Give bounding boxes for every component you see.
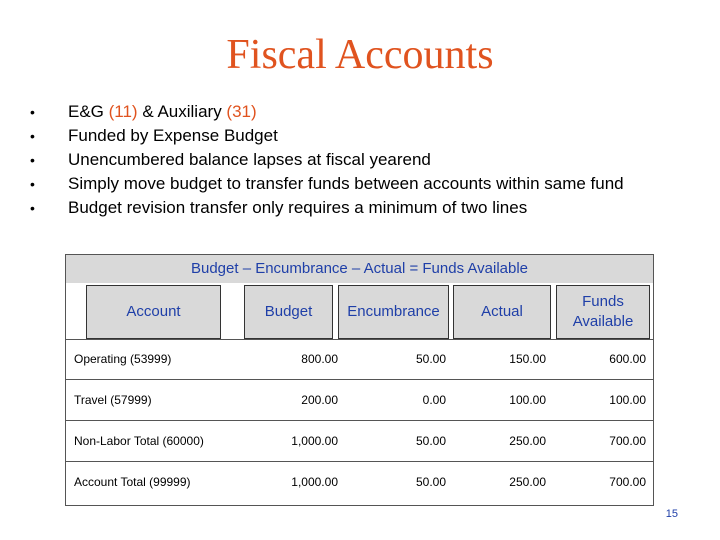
bullet-item bbox=[30, 100, 624, 124]
cell-funds-available: 700.00 bbox=[609, 475, 646, 489]
cell-actual: 250.00 bbox=[509, 434, 546, 448]
bullet-dot-icon: • bbox=[30, 104, 35, 120]
cell-encumbrance: 50.00 bbox=[415, 352, 446, 366]
header-encumbrance: Encumbrance bbox=[338, 285, 449, 339]
cell-funds-available: 100.00 bbox=[609, 393, 646, 407]
header-budget: Budget bbox=[244, 285, 333, 339]
bullet-item bbox=[30, 148, 624, 172]
bullet-text: Simply move budget to transfer funds between accounts within same fund bbox=[68, 174, 624, 193]
cell-budget: 800.00 bbox=[301, 352, 338, 366]
cell-actual: 150.00 bbox=[509, 352, 546, 366]
cell-funds-available: 700.00 bbox=[609, 434, 646, 448]
bullet-text: Funded by Expense Budget bbox=[68, 126, 278, 145]
page-number: 15 bbox=[665, 508, 678, 520]
cell-budget: 200.00 bbox=[301, 393, 338, 407]
header-actual: Actual bbox=[453, 285, 551, 339]
bullet-item bbox=[30, 196, 624, 220]
cell-funds-available: 600.00 bbox=[609, 352, 646, 366]
cell-encumbrance: 0.00 bbox=[422, 393, 446, 407]
cell-actual: 100.00 bbox=[509, 393, 546, 407]
slide-title: Fiscal Accounts bbox=[226, 32, 494, 78]
cell-budget: 1,000.00 bbox=[291, 434, 338, 448]
cell-encumbrance: 50.00 bbox=[415, 475, 446, 489]
bullet-text: Unencumbered balance lapses at fiscal yearend bbox=[68, 150, 431, 169]
bullet-dot-icon: • bbox=[30, 152, 35, 168]
cell-account: Travel (57999) bbox=[74, 393, 152, 407]
cell-actual: 250.00 bbox=[509, 475, 546, 489]
header-account: Account bbox=[86, 285, 221, 339]
cell-account: Operating (53999) bbox=[74, 352, 172, 366]
cell-budget: 1,000.00 bbox=[291, 475, 338, 489]
bullet-list bbox=[30, 100, 624, 220]
bullet-item bbox=[30, 172, 624, 196]
funds-table bbox=[65, 254, 654, 506]
bullet-dot-icon: • bbox=[30, 200, 35, 216]
bullet-text: E&G (11) & Auxiliary (31) bbox=[68, 102, 257, 121]
bullet-dot-icon: • bbox=[30, 128, 35, 144]
table-row bbox=[66, 380, 653, 420]
table-row bbox=[66, 462, 653, 502]
table-banner: Budget – Encumbrance – Actual = Funds Available bbox=[66, 255, 653, 283]
bullet-dot-icon: • bbox=[30, 176, 35, 192]
cell-encumbrance: 50.00 bbox=[415, 434, 446, 448]
bullet-text: Budget revision transfer only requires a minimum of two lines bbox=[68, 198, 528, 217]
bullet-item bbox=[30, 124, 624, 148]
header-funds-available: Funds Available bbox=[556, 285, 650, 339]
cell-account: Account Total (99999) bbox=[74, 475, 191, 489]
table-row bbox=[66, 339, 653, 379]
cell-account: Non-Labor Total (60000) bbox=[74, 434, 204, 448]
table-row bbox=[66, 421, 653, 461]
